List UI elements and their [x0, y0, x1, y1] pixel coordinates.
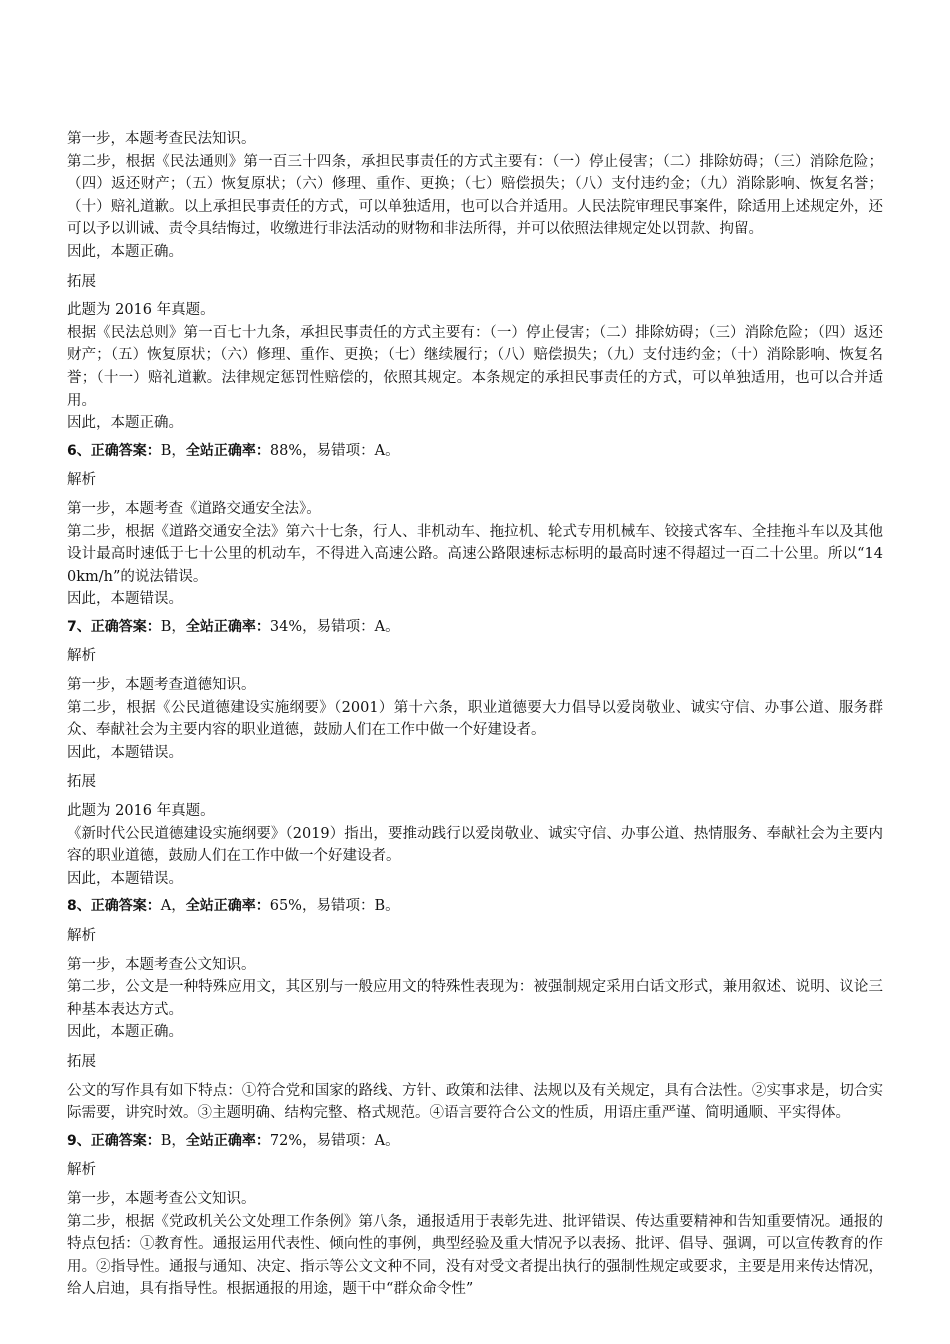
answer-value: A， [160, 898, 186, 915]
section-heading-analysis: 解析 [67, 648, 96, 665]
answer-label: 正确答案： [90, 1132, 161, 1149]
paragraph: 因此，本题正确。 [67, 243, 183, 260]
paragraph: 此题为 2016 年真题。 [67, 302, 215, 319]
paragraph: 因此，本题正确。 [67, 415, 183, 432]
paragraph: 第一步，本题考查道德知识。 [67, 677, 256, 694]
rate-value: 34%，易错项：A。 [269, 618, 400, 635]
paragraph: 第二步，根据《道路交通安全法》第六十七条，行人、非机动车、拖拉机、轮式专用机械车、铰接式客车、全挂拖斗车以及其他设计最高时速低于七十公里的机动车，不得进入高速公路。高速公路限速标志标明的最高时速不得超过一百二十公里。所以“140km/h”的说法错误。 [67, 523, 883, 585]
paragraph: 因此，本题正确。 [67, 1024, 183, 1041]
rate-label: 全站正确率： [185, 1132, 270, 1149]
question-number: 6、 [67, 442, 91, 459]
section-heading-extension: 拓展 [67, 1053, 96, 1070]
rate-value: 88%，易错项：A。 [269, 442, 400, 459]
rate-label: 全站正确率： [185, 618, 270, 635]
section-heading-analysis: 解析 [67, 1162, 96, 1179]
answer-value: B， [160, 618, 186, 635]
section-heading-analysis: 解析 [67, 472, 96, 489]
answer-label: 正确答案： [90, 442, 161, 459]
rate-value: 72%，易错项：A。 [269, 1132, 400, 1149]
document-body [67, 128, 883, 1301]
paragraph: 因此，本题错误。 [67, 744, 183, 761]
paragraph: 根据《民法总则》第一百七十九条，承担民事责任的方式主要有：（一）停止侵害；（二）排除妨碍；（三）消除危险；（四）返还财产；（五）恢复原状；（六）修理、重作、更换；（七）继续履行；（八）赔偿损失；（九）支付违约金；（十）消除影响、恢复名誉；（十一）赔礼道歉。法律规定惩罚性赔偿的，依照其规定。本条规定的承担民事责任的方式，可以单独适用，也可以合并适用。 [67, 324, 883, 409]
section-heading-extension: 拓展 [67, 273, 96, 290]
rate-value: 65%，易错项：B。 [269, 898, 400, 915]
answer-line-8 [67, 895, 883, 918]
paragraph: 第一步，本题考查公文知识。 [67, 956, 256, 973]
paragraph: 因此，本题错误。 [67, 591, 183, 608]
paragraph: 第二步，根据《民法通则》第一百三十四条，承担民事责任的方式主要有：（一）停止侵害；（二）排除妨碍；（三）消除危险；（四）返还财产；（五）恢复原状；（六）修理、重作、更换；（七）赔偿损失；（八）支付违约金；（九）消除影响、恢复名誉；（十）赔礼道歉。以上承担民事责任的方式，可以单独适用，也可以合并适用。人民法院审理民事案件，除适用上述规定外，还可以予以训诫、责令具结悔过，收缴进行非法活动的财物和非法所得，并可以依照法律规定处以罚款、拘留。 [67, 153, 883, 238]
answer-value: B， [160, 442, 186, 459]
rate-label: 全站正确率： [185, 442, 270, 459]
answer-line-9 [67, 1130, 883, 1153]
paragraph: 因此，本题错误。 [67, 870, 183, 887]
rate-label: 全站正确率： [185, 898, 270, 915]
answer-line-6 [67, 440, 883, 463]
paragraph: 第一步，本题考查《道路交通安全法》。 [67, 500, 321, 517]
question-number: 7、 [67, 618, 91, 635]
paragraph: 公文的写作具有如下特点：①符合党和国家的路线、方针、政策和法律、法规以及有关规定，具有合法性。②实事求是，切合实际需要，讲究时效。③主题明确、结构完整、格式规范。④语言要符合公文的性质，用语庄重严谨、简明通顺、平实得体。 [67, 1082, 883, 1122]
paragraph: 第一步，本题考查民法知识。 [67, 131, 256, 147]
question-number: 8、 [67, 898, 91, 915]
answer-label: 正确答案： [90, 898, 161, 915]
section-heading-extension: 拓展 [67, 774, 96, 791]
paragraph: 第一步，本题考查公文知识。 [67, 1190, 256, 1207]
paragraph: 第二步，公文是一种特殊应用文，其区别与一般应用文的特殊性表现为：被强制规定采用白话文形式，兼用叙述、说明、议论三种基本表达方式。 [67, 979, 883, 1018]
question-number: 9、 [67, 1132, 91, 1149]
paragraph: 第二步，根据《公民道德建设实施纲要》（2001）第十六条，职业道德要大力倡导以爱岗敬业、诚实守信、办事公道、服务群众、奉献社会为主要内容的职业道德，鼓励人们在工作中做一个好建设者。 [67, 699, 883, 739]
section-heading-analysis: 解析 [67, 928, 96, 944]
paragraph: 此题为 2016 年真题。 [67, 803, 215, 820]
answer-value: B， [160, 1132, 186, 1149]
answer-line-7 [67, 616, 883, 639]
paragraph: 第二步，根据《党政机关公文处理工作条例》第八条，通报适用于表彰先进、批评错误、传达重要精神和告知重要情况。通报的特点包括：①教育性。通报运用代表性、倾向性的事例，典型经验及重大情况予以表扬、批评、倡导、强调，可以宣传教育的作用。②指导性。通报与通知、决定、指示等公文文种不同，没有对受文者提出执行的强制性规定或要求，主要是用来传达情况，给人启迪，具有指导性。根据通报的用途，题干中“群众命令性” [67, 1213, 883, 1298]
paragraph: 《新时代公民道德建设实施纲要》（2019）指出，要推动践行以爱岗敬业、诚实守信、办事公道、热情服务、奉献社会为主要内容的职业道德，鼓励人们在工作中做一个好建设者。 [67, 825, 883, 865]
answer-label: 正确答案： [90, 618, 161, 635]
